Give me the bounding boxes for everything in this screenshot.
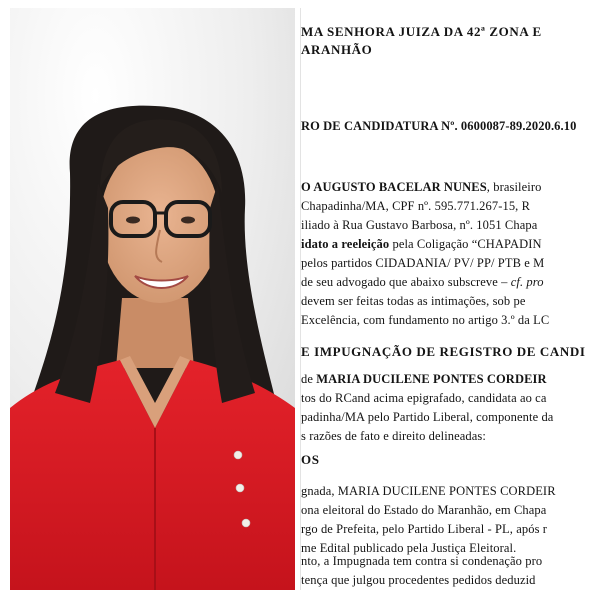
text-run: idato a reeleição bbox=[301, 237, 390, 251]
document-addressee-line-1: MA SENHORA JUIZA DA 42ª ZONA E bbox=[301, 24, 542, 39]
text-run: tença que julgou procedentes pedidos deduzid bbox=[301, 573, 536, 587]
text-run: iliado à Rua Gustavo Barbosa, nº. 1051 Chapa bbox=[301, 218, 538, 232]
candidate-portrait-photo bbox=[10, 8, 295, 590]
document-text-line bbox=[301, 503, 546, 518]
document-text-line bbox=[301, 199, 530, 214]
case-reference-number: RO DE CANDIDATURA Nº. 0600087-89.2020.6.10 bbox=[301, 119, 577, 133]
section-subheading: OS bbox=[301, 452, 320, 467]
document-text-line bbox=[301, 372, 547, 387]
legal-document-excerpt bbox=[300, 8, 597, 590]
text-run: O AUGUSTO BACELAR NUNES bbox=[301, 180, 487, 194]
document-text-line bbox=[301, 218, 537, 233]
text-run: gnada, MARIA DUCILENE PONTES CORDEIR bbox=[301, 484, 556, 498]
document-text-line bbox=[301, 294, 525, 309]
text-run: de seu advogado que abaixo subscreve – bbox=[301, 275, 511, 289]
text-run: rgo de Prefeita, pelo Partido Liberal - PL, após r bbox=[301, 522, 548, 536]
text-run: nto, a Impugnada tem contra si condenação pro bbox=[301, 554, 543, 568]
text-run: me Edital publicado pela Justiça Eleitoral. bbox=[301, 541, 517, 555]
section-title-impugnacao: E IMPUGNAÇÃO DE REGISTRO DE CANDI bbox=[301, 344, 586, 359]
text-run: ona eleitoral do Estado do Maranhão, em Chapa bbox=[301, 503, 547, 517]
document-text-line bbox=[301, 522, 547, 537]
text-run: Chapadinha/MA, CPF nº. 595.771.267-15, R bbox=[301, 199, 531, 213]
document-text-line bbox=[301, 237, 542, 252]
text-run: pela Coligação “CHAPADIN bbox=[389, 237, 542, 251]
document-text-line bbox=[301, 275, 544, 290]
document-addressee-line-2: ARANHÃO bbox=[301, 42, 373, 57]
portrait-illustration bbox=[10, 8, 295, 590]
document-text-line bbox=[301, 554, 542, 569]
text-run: devem ser feitas todas as intimações, sob pe bbox=[301, 294, 526, 308]
text-run: tos do RCand acima epigrafado, candidata ao ca bbox=[301, 391, 547, 405]
document-text-line bbox=[301, 573, 536, 588]
document-text-line bbox=[301, 256, 544, 271]
document-text-line bbox=[301, 429, 486, 444]
document-text-line bbox=[301, 180, 541, 195]
text-run: Excelência, com fundamento no artigo 3.º da LC bbox=[301, 313, 550, 327]
text-run: , brasileiro bbox=[486, 180, 542, 194]
document-text-line bbox=[301, 484, 556, 499]
text-run: MARIA DUCILENE PONTES CORDEIR bbox=[316, 372, 547, 386]
text-run: padinha/MA pelo Partido Liberal, componente da bbox=[301, 410, 554, 424]
text-run: cf. pro bbox=[510, 275, 544, 289]
text-run: de bbox=[301, 372, 317, 386]
text-run: s razões de fato e direito delineadas: bbox=[301, 429, 486, 443]
document-text-line bbox=[301, 313, 549, 328]
document-text-line bbox=[301, 391, 546, 406]
text-run: pelos partidos CIDADANIA/ PV/ PP/ PTB e M bbox=[301, 256, 545, 270]
document-text-line bbox=[301, 410, 553, 425]
